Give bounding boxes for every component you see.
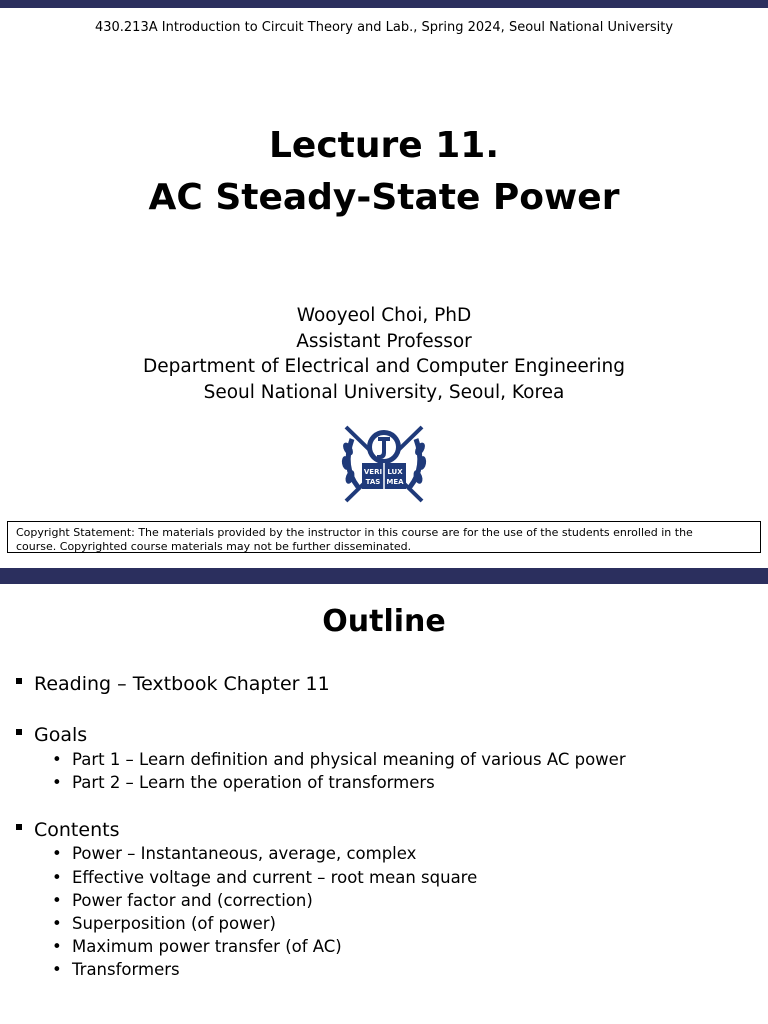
slide-divider-bar: [0, 568, 768, 584]
contents-subitem: [52, 842, 416, 865]
outline-slide: [0, 584, 768, 1024]
author-department: Department of Electrical and Computer Engineering: [143, 356, 625, 377]
bullet-icon: •: [52, 960, 62, 979]
contents-subitem: [52, 912, 276, 935]
bullet-icon: •: [52, 937, 62, 956]
outline-title: Outline: [322, 604, 446, 639]
copyright-line1: Copyright Statement: The materials provided by the instructor in this course are for the use of the students enrolled in the: [16, 526, 693, 539]
emblem-text-tas: TAS: [365, 478, 381, 486]
goals-subitem-text: Part 1 – Learn definition and physical meaning of various AC power: [72, 750, 626, 769]
author-name: Wooyeol Choi, PhD: [296, 305, 472, 326]
lecture-title-line2: AC Steady-State Power: [148, 177, 620, 218]
contents-subitem-text: Maximum power transfer (of AC): [72, 937, 342, 956]
outline-item-label: Goals: [34, 724, 88, 746]
contents-subitem: [52, 958, 180, 981]
square-bullet-icon: [16, 824, 22, 830]
contents-subitem: [52, 935, 342, 958]
square-bullet-icon: [16, 729, 22, 735]
emblem-text-lux: LUX: [387, 468, 403, 476]
outline-item-reading: [16, 672, 330, 696]
bullet-icon: •: [52, 844, 62, 863]
outline-item-contents: [16, 818, 119, 842]
emblem-text-veri: VERI: [363, 468, 383, 476]
bullet-icon: •: [52, 891, 62, 910]
outline-item-goals: [16, 723, 87, 747]
university-emblem-icon: [338, 417, 430, 507]
contents-subitem-text: Power factor and (correction): [72, 891, 313, 910]
bullet-icon: •: [52, 773, 62, 792]
lecture-title: [0, 120, 768, 224]
course-header: 430.213A Introduction to Circuit Theory and Lab., Spring 2024, Seoul National University: [94, 20, 674, 35]
goals-subitem: [52, 771, 435, 794]
emblem-text-mea: MEA: [386, 478, 404, 486]
contents-subitem-text: Transformers: [72, 960, 180, 979]
contents-subitem-text: Effective voltage and current – root mean square: [72, 868, 478, 887]
outline-item-label: Contents: [34, 819, 120, 841]
contents-subitem: [52, 889, 313, 912]
lecture-title-line1: Lecture 11.: [268, 125, 499, 166]
bullet-icon: •: [52, 750, 62, 769]
contents-subitem-text: Superposition (of power): [72, 914, 276, 933]
author-affiliation: Seoul National University, Seoul, Korea: [203, 381, 565, 403]
goals-subitem-text: Part 2 – Learn the operation of transformers: [72, 773, 435, 792]
contents-subitem-text: Power – Instantaneous, average, complex: [72, 844, 417, 863]
copyright-statement: [7, 521, 761, 553]
goals-subitem: [52, 748, 626, 771]
outline-item-label: Reading – Textbook Chapter 11: [34, 673, 330, 695]
bullet-icon: •: [52, 914, 62, 933]
square-bullet-icon: [16, 678, 22, 684]
author-position: Assistant Professor: [296, 330, 472, 352]
contents-subitem: [52, 866, 477, 889]
copyright-line2: course. Copyrighted course materials may not be further disseminated.: [16, 540, 412, 553]
author-block: [0, 303, 768, 405]
bullet-icon: •: [52, 868, 62, 887]
